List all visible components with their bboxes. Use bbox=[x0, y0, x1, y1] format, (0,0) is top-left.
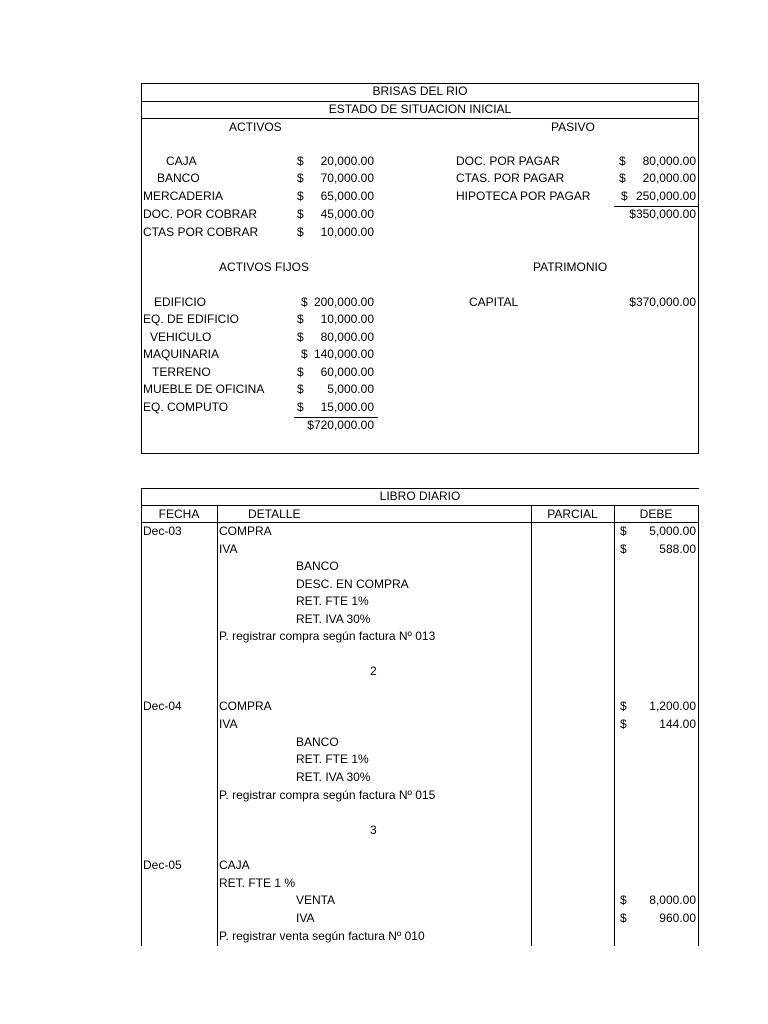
diario-col-divider bbox=[614, 505, 615, 946]
fixed-asset-label: MAQUINARIA bbox=[143, 347, 220, 361]
fixed-asset-label: EDIFICIO bbox=[154, 295, 207, 309]
pasivo-header: PASIVO bbox=[551, 120, 595, 134]
entry-line: DESC. EN COMPRA bbox=[296, 577, 409, 591]
company-name: BRISAS DEL RIO bbox=[372, 84, 468, 98]
entry-line: RET. FTE 1 % bbox=[219, 876, 296, 890]
capital-label: CAPITAL bbox=[469, 295, 519, 309]
entry-date: Dec-03 bbox=[143, 524, 182, 538]
liability-total: $350,000.00 bbox=[629, 207, 696, 221]
balance-bottom-border bbox=[141, 453, 699, 454]
entry-line: RET. IVA 30% bbox=[296, 770, 371, 784]
liability-label: HIPOTECA POR PAGAR bbox=[456, 189, 591, 203]
entry-line: CAJA bbox=[219, 858, 250, 872]
entry-line: COMPRA bbox=[219, 524, 272, 538]
entry-description: P. registrar venta según factura Nº 010 bbox=[219, 929, 425, 943]
entry-description: P. registrar compra según factura Nº 015 bbox=[219, 788, 436, 802]
entry-line: IVA bbox=[219, 717, 238, 731]
fixed-asset-label: EQ. COMPUTO bbox=[143, 400, 229, 414]
col-header-debe: DEBE bbox=[639, 507, 673, 521]
balance-right-border bbox=[698, 83, 699, 454]
entry-date: Dec-04 bbox=[143, 699, 182, 713]
fixed-assets-total: $720,000.00 bbox=[307, 418, 374, 432]
activos-header: ACTIVOS bbox=[229, 120, 282, 134]
asset-label: MERCADERIA bbox=[143, 189, 224, 203]
asset-label: BANCO bbox=[157, 171, 200, 185]
capital-amount: $370,000.00 bbox=[629, 295, 696, 309]
liability-label: DOC. POR PAGAR bbox=[456, 154, 560, 168]
balance-left-border bbox=[141, 83, 142, 454]
patrimonio-header: PATRIMONIO bbox=[533, 260, 608, 274]
statement-title: ESTADO DE SITUACION INICIAL bbox=[328, 102, 512, 116]
entry-date: Dec-05 bbox=[143, 858, 182, 872]
entry-line: IVA bbox=[219, 542, 238, 556]
diario-col-divider bbox=[531, 505, 532, 946]
asset-label: CAJA bbox=[166, 154, 197, 168]
diario-title: LIBRO DIARIO bbox=[379, 489, 461, 503]
fixed-asset-label: MUEBLE DE OFICINA bbox=[143, 382, 265, 396]
fixed-assets-header: ACTIVOS FIJOS bbox=[219, 260, 310, 274]
entry-line: VENTA bbox=[296, 893, 336, 907]
entry-line: RET. IVA 30% bbox=[296, 612, 371, 626]
entry-number: 2 bbox=[370, 664, 377, 678]
liability-label: CTAS. POR PAGAR bbox=[456, 171, 565, 185]
asset-label: CTAS POR COBRAR bbox=[143, 225, 259, 239]
balance-header-divider bbox=[141, 118, 699, 119]
entry-line: COMPRA bbox=[219, 699, 272, 713]
diario-col-divider bbox=[217, 505, 218, 946]
fixed-asset-label: VEHICULO bbox=[150, 330, 212, 344]
entry-line: RET. FTE 1% bbox=[296, 594, 369, 608]
entry-number: 3 bbox=[370, 823, 377, 837]
entry-line: BANCO bbox=[296, 735, 339, 749]
asset-label: DOC. POR COBRAR bbox=[143, 207, 258, 221]
entry-description: P. registrar compra según factura Nº 013 bbox=[219, 629, 436, 643]
col-header-fecha: FECHA bbox=[158, 507, 200, 521]
col-header-detalle: DETALLE bbox=[248, 507, 301, 521]
entry-line: BANCO bbox=[296, 559, 339, 573]
fixed-asset-label: EQ. DE EDIFICIO bbox=[143, 312, 240, 326]
fixed-asset-label: TERRENO bbox=[152, 365, 211, 379]
entry-line: IVA bbox=[296, 911, 315, 925]
entry-line: RET. FTE 1% bbox=[296, 752, 369, 766]
col-header-parcial: PARCIAL bbox=[547, 507, 598, 521]
diario-left-border bbox=[141, 488, 142, 946]
diario-col-divider bbox=[698, 505, 699, 946]
